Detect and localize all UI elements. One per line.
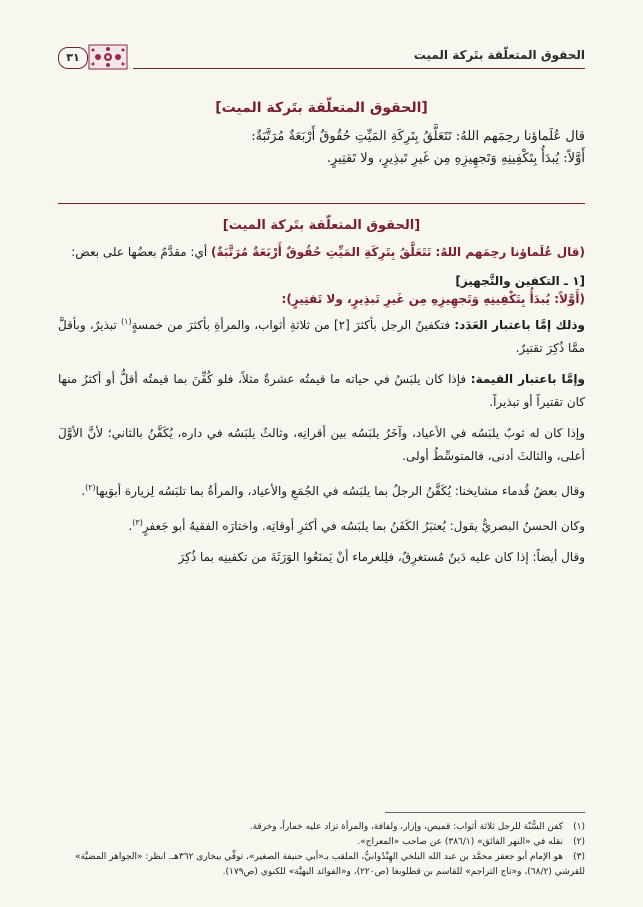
- footnote-rule: [385, 812, 585, 813]
- quoted-matn: (قال عُلَماؤنا رحِمَهم اللهُ: تَتَعَلَّقُ بِتَرِكَةِ المَيِّتِ حُقُوقٌ أَرْبَعَةٌ مُرَتَّبَةٌ): [211, 245, 585, 259]
- commentary-text: وكان الحسنُ البصريُّ يقول: يُعتبَرُ الكَفَنُ بما يلبَسُه في أكثرِ أوقاتِه. واختارَه الفقيهُ أبو جَعفرٍ: [142, 519, 585, 533]
- footnote-3: [58, 850, 585, 880]
- footnote-ref-3[interactable]: (٣): [132, 518, 143, 527]
- section-divider: [58, 203, 585, 204]
- commentary-text: .: [128, 519, 133, 533]
- commentary-paragraph-6: [58, 511, 585, 538]
- footnote-ref-2[interactable]: (٢): [85, 483, 96, 492]
- matn-line-2: أَوَّلاً: يُبدَأُ بِتَكْفِينِهِ وَتَجهِيزِهِ مِن غَيرِ تَبذِيرٍ، ولا تَقتِيرٍ.: [326, 151, 585, 166]
- commentary-paragraph-7: وقال أيضاً: إذا كان عليه دَينٌ مُستغرِقٌ، فلِلغرماء أنْ يَمنَعُوا الوَرَثَةَ من تكفينِه بما ذُكِرَ: [178, 550, 585, 564]
- running-title: الحقوق المتعلّقة بتَركة الميت: [413, 48, 585, 62]
- quoted-matn-2: (أَوَّلاً: يُبدَأُ بِتَكْفِينِهِ وَتَجهِيزِهِ مِن غَيرِ تَبذِيرٍ، ولا تَقتِيرٍ):: [281, 292, 585, 306]
- commentary-text: فإذا كان يلبَسُ في حياته ما قيمتُه عشرةٌ مثلاً، فلو كُفِّنَ بما قيمتُه أقلُّ أو أكثرُ منها كان تقتيراً أو تبذيراً.: [58, 372, 585, 409]
- sub-heading-takfin: [١ ـ التكفين والتَّجهيز]: [455, 274, 585, 288]
- footnote-number: (١): [573, 822, 585, 832]
- matn-title: [الحقوق المتعلّقة بتَركة الميت]: [215, 100, 428, 116]
- footnote-text: نقله في «النهر الفائق» (٣٨٦/١) عن صاحب «المعراج».: [357, 837, 563, 847]
- commentary-text: وقال بعضُ قُدماء مشايخنا: يُكَفَّنُ الرجلُ بما يلبَسُه في الجُمَعِ والأعياد، والمرأةُ بما تلبَسُه لِزيارة أبوَيها: [95, 484, 585, 498]
- matn-text: [58, 100, 585, 170]
- commentary: [58, 218, 585, 569]
- commentary-paragraph-3: [58, 368, 585, 414]
- matn-line-1: قال عُلَماؤنا رحِمَهم اللهُ: تَتَعَلَّقُ بِتَرِكَةِ المَيِّتِ حُقُوقٌ أَرْبَعَةٌ مُرَتَّبَةٌ:: [251, 129, 585, 144]
- commentary-paragraph-2: [58, 310, 585, 360]
- footnote-1: [58, 820, 585, 835]
- commentary-paragraph-1: [58, 241, 585, 264]
- bold-lead: وإمَّا باعتبار القيمة:: [470, 372, 586, 386]
- floral-ornament-icon: [88, 44, 128, 70]
- footnote-number: (٣): [573, 852, 585, 862]
- commentary-text: أي: مقدَّمٌ بعضُها على بعض:: [71, 245, 212, 259]
- footnotes: [58, 820, 585, 880]
- commentary-text: فتكفينُ الرجل بأكثرَ [٢] من ثلاثةِ أثواب، والمرأةِ بأكثرَ من خمسةٍ: [131, 318, 455, 332]
- header-rule: [133, 68, 585, 69]
- footnote-number: (٢): [573, 837, 585, 847]
- page-number: ٣١: [58, 47, 88, 69]
- page-header: [58, 44, 585, 72]
- commentary-paragraph-5: [58, 476, 585, 503]
- commentary-paragraph-4: وإذا كان له ثوبٌ يلبَسُه في الأعياد، وآخَرُ يلبَسُه بين أقرانِه، وثالثٌ يلبَسُه في داره، يُكَفَّنُ بالثاني؛ لأنَّ الأوَّلَ أعلى، والثالثَ أدنى، فالمتوسِّطُ أولى.: [58, 426, 585, 463]
- commentary-text: .: [81, 484, 86, 498]
- commentary-text: تبذيرٌ، وبأقلَّ ممَّا ذُكِرَ تقتيرٌ.: [58, 318, 585, 355]
- bold-lead: وذلك إمَّا باعتبار العَدَد:: [454, 318, 585, 332]
- footnote-text: هو الإمام أبو جعفر محمَّد بن عبد الله البلخي الهِنْدُوانيُّ، الملقب بـ«أبي حنيفة الصغير»، توفِّي ببخارى ٣٦٢هـ. انظر: «الجواهر المضيَّة» للقرشي (٦٨/٢)، و«تاج التراجم» للقاسم بن قطلوبغا (ص٢٢٠)، و«الفوائد البهيَّة» للكنوي (ص١٧٩).: [74, 852, 585, 877]
- footnote-2: [58, 835, 585, 850]
- footnote-text: كفن السُّنّة للرجل ثلاثة أثواب: قميص، وإزار، ولفافة، والمرأة تزاد عليه خماراً، وخرقة.: [249, 822, 563, 832]
- commentary-title: [الحقوق المتعلّقة بتَركة الميت]: [222, 218, 421, 233]
- footnote-ref-1[interactable]: (١): [121, 317, 132, 326]
